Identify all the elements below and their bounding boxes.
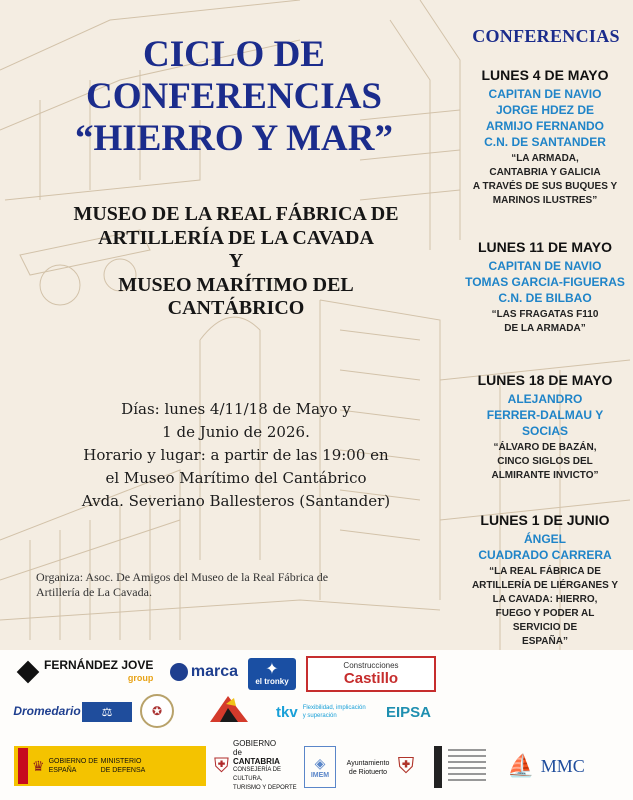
- conference-topic: [460, 441, 630, 483]
- speaker-line: ÁNGEL: [524, 532, 566, 546]
- tkv-sub-2: y superación: [302, 713, 337, 719]
- speaker-line: TOMAS GARCIA-FIGUERAS: [465, 275, 625, 289]
- topic-line: CINCO SIGLOS DEL: [497, 456, 593, 467]
- marca-icon: [170, 663, 188, 681]
- topic-line: ESPAÑA”: [522, 636, 568, 647]
- ayuntamiento-text: Ayuntamiento: [346, 760, 390, 767]
- conference-date: LUNES 11 DE MAYO: [477, 239, 613, 255]
- conference-speaker: [460, 531, 630, 563]
- topic-line: ALMIRANTE INVICTO”: [491, 470, 599, 481]
- de-text: de: [233, 748, 242, 757]
- mmc-logo: [496, 746, 596, 786]
- gobierno-espana-logo: [14, 746, 206, 786]
- speaker-line: CUADRADO CARRERA: [478, 548, 612, 562]
- details-line-4: el Museo Marítimo del Cantábrico: [105, 469, 367, 487]
- conference-topic: [460, 152, 630, 208]
- venue-line-4: MUSEO MARÍTIMO DEL: [118, 273, 354, 296]
- marca-text: marca: [190, 663, 239, 680]
- conference-topic: [460, 565, 630, 649]
- conference-item-3: [460, 371, 630, 483]
- details-line-3: Horario y lugar: a partir de las 19:00 en: [83, 446, 389, 464]
- topic-line: A TRAVÉS DE SUS BUQUES Y: [472, 181, 618, 192]
- riotuerto-text: de Riotuerto: [348, 769, 388, 776]
- tkv-text: tkv: [276, 703, 298, 721]
- amigos-museo-logo: [428, 742, 488, 792]
- ayuntamiento-logo: [344, 756, 392, 780]
- speaker-line: C.N. DE BILBAO: [498, 291, 592, 305]
- dromedario-logo: Dromedario: [13, 704, 81, 718]
- topic-line: ARTILLERÍA DE LIÉRGANES Y: [471, 580, 619, 591]
- el-tronky-text: el tronky: [255, 676, 289, 686]
- checker-icon: [206, 692, 252, 726]
- ship-icon: ⛵: [507, 753, 535, 778]
- fernandez-jove-text: FERNÁNDEZ JOVE: [44, 658, 154, 672]
- star-icon: ✪: [151, 704, 163, 718]
- main-title: [14, 34, 454, 160]
- imem-icon: ◈: [314, 755, 326, 771]
- venue-line-2: ARTILLERÍA DE LA CAVADA: [98, 226, 374, 249]
- details-line-2: 1 de Junio de 2026.: [162, 423, 310, 441]
- conference-item-2: [460, 238, 630, 336]
- topic-line: “ÁLVARO DE BAZÁN,: [493, 442, 597, 453]
- castillo-text: Castillo: [343, 670, 399, 687]
- el-tronky-icon: ✦: [265, 660, 279, 678]
- organizer-line-1: Organiza: Asoc. De Amigos del Museo de la Real Fábrica de: [36, 570, 329, 584]
- topic-line: FUEGO Y PODER AL: [495, 608, 595, 619]
- tkv-sub-1: Flexibilidad, implicación: [302, 705, 366, 711]
- sponsor-logos: [0, 650, 633, 800]
- emblem-icon: [140, 694, 174, 728]
- conference-item-1: [460, 66, 630, 208]
- conference-topic: [460, 308, 630, 336]
- castillo-sub: Construcciones: [343, 661, 399, 670]
- topic-line: “LAS FRAGATAS F110: [491, 309, 599, 320]
- speaker-line: C.N. DE SANTANDER: [484, 135, 606, 149]
- chimney-icon: [428, 742, 488, 792]
- sidebar-heading: CONFERENCIAS: [472, 26, 620, 46]
- venue-block: [20, 203, 452, 321]
- organizer-line-2: Artillería de La Cavada.: [36, 585, 152, 599]
- consejeria-line-2: TURISMO Y DEPORTE: [233, 785, 297, 791]
- mmc-text: MMC: [540, 755, 585, 776]
- title-line-2: CONFERENCIAS: [85, 76, 383, 117]
- details-line-5: Avda. Severiano Ballesteros (Santander): [81, 492, 391, 510]
- marca-logo: [166, 658, 242, 686]
- conference-speaker: [460, 391, 630, 439]
- speaker-line: SOCIAS: [521, 424, 568, 438]
- gobierno-espana-text: GOBIERNO DE ESPAÑA: [48, 758, 98, 774]
- organizer-note: [36, 570, 386, 600]
- eipsa-logo: [386, 700, 466, 724]
- scales-icon: ⚖: [101, 705, 113, 719]
- cantabria-shield-icon: ⛨: [214, 754, 229, 777]
- consejeria-line-1: CONSEJERÍA DE CULTURA,: [233, 767, 282, 782]
- conference-date: LUNES 4 DE MAYO: [481, 67, 609, 83]
- imem-logo: [304, 746, 336, 788]
- venue-line-1: MUSEO DE LA REAL FÁBRICA DE: [73, 203, 399, 225]
- conference-speaker: [460, 258, 630, 306]
- speaker-line: ALEJANDRO: [507, 392, 583, 406]
- topic-line: MARINOS ILUSTRES”: [492, 195, 598, 206]
- topic-line: CANTABRIA Y GALICIA: [489, 167, 601, 178]
- venue-line-5: CANTÁBRICO: [167, 297, 305, 319]
- cantabria-text: CANTABRIA: [233, 757, 280, 766]
- shield-icon: ⛨: [397, 753, 415, 778]
- event-details: [30, 398, 442, 513]
- topic-line: “LA REAL FÁBRICA DE: [489, 566, 601, 577]
- title-line-1: CICLO DE: [143, 34, 325, 75]
- gobierno-cantabria-logo: [214, 739, 304, 791]
- details-line-1: Días: lunes 4/11/18 de Mayo y: [121, 400, 351, 418]
- topic-line: LA CAVADA: HIERRO,: [492, 594, 598, 605]
- gobierno-text: GOBIERNO: [233, 739, 277, 748]
- eipsa-text: EIPSA: [386, 703, 432, 721]
- conference-date: LUNES 18 DE MAYO: [477, 372, 613, 388]
- fernandez-jove-sub: group: [127, 673, 154, 683]
- el-tronky-logo: [248, 658, 296, 690]
- flag-icon: [18, 748, 28, 784]
- defense-industry-icon: [206, 692, 252, 726]
- topic-line: DE LA ARMADA”: [504, 323, 586, 334]
- speaker-line: JORGE HDEZ DE: [495, 103, 594, 117]
- title-line-3: “HIERRO Y MAR”: [75, 118, 393, 159]
- speaker-line: ARMIJO FERNANDO: [485, 119, 604, 133]
- imem-text: IMEM: [310, 772, 330, 779]
- speaker-line: CAPITAN DE NAVIO: [488, 87, 602, 101]
- fernandez-jove-icon: [17, 661, 40, 684]
- topic-line: “LA ARMADA,: [511, 153, 579, 164]
- speaker-line: FERRER-DALMAU Y: [486, 408, 604, 422]
- conference-date: LUNES 1 DE JUNIO: [480, 512, 610, 528]
- speaker-line: CAPITAN DE NAVIO: [488, 259, 602, 273]
- venue-line-3: Y: [228, 250, 244, 272]
- fernandez-jove-logo: [20, 658, 155, 686]
- topic-line: SERVICIO DE: [512, 622, 578, 633]
- justice-icon: [82, 702, 132, 722]
- ministerio-defensa-text: MINISTERIO DE DEFENSA: [100, 758, 146, 774]
- riotuerto-shield-icon: [392, 746, 420, 786]
- castillo-logo: [306, 656, 436, 692]
- conference-speaker: [460, 86, 630, 150]
- conference-item-4: [460, 511, 630, 649]
- tkv-logo: [276, 700, 376, 724]
- coat-of-arms-icon: ♛: [32, 757, 45, 774]
